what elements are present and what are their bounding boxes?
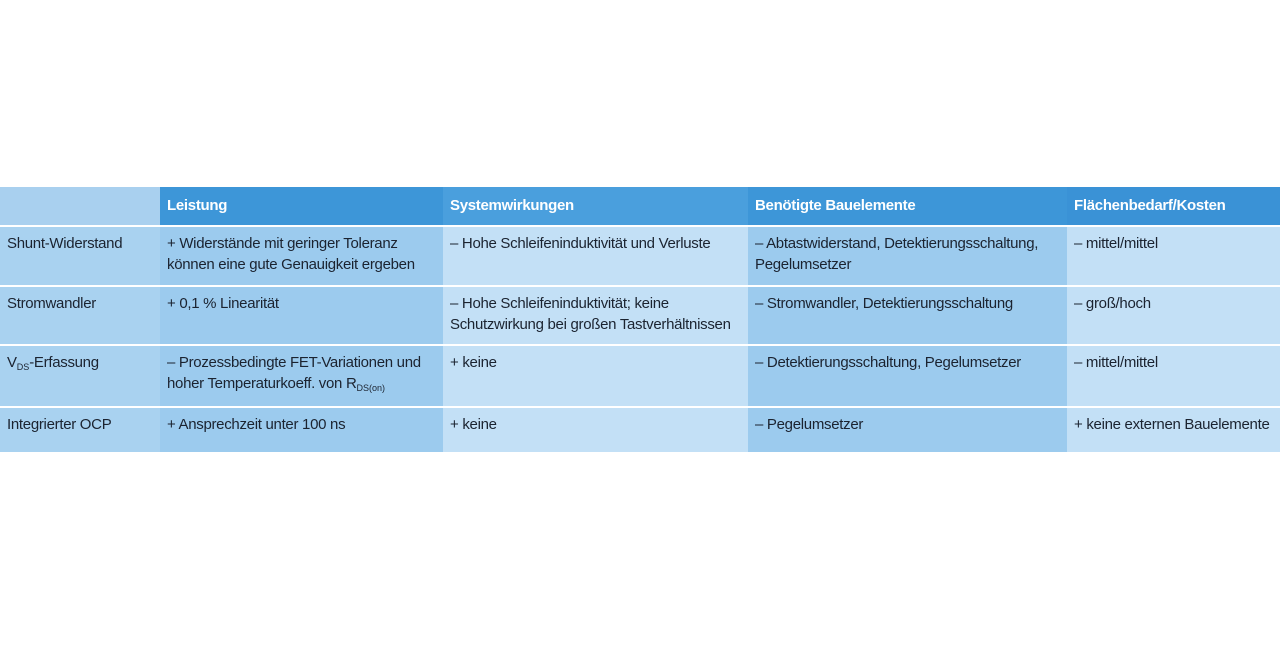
cell-line: + Ansprechzeit unter 100 ns: [167, 416, 346, 433]
cell-leistung: [160, 346, 443, 408]
cell-line: + 0,1 % Linearität: [167, 295, 279, 312]
comparison-table: [0, 187, 1280, 454]
label-prefix: V: [7, 354, 17, 371]
cell-leistung: [160, 227, 443, 287]
cell-systemwirkungen: [443, 287, 748, 346]
cell-line: können eine gute Genauigkeit ergeben: [167, 256, 415, 273]
cell-leistung: [160, 287, 443, 346]
cell-line: [167, 373, 437, 399]
cell-line: – Abtastwiderstand, Detektierungsschaltung,: [755, 235, 1039, 252]
cell-kosten: + keine externen Bauelemente: [1067, 408, 1280, 454]
cell-systemwirkungen: [443, 227, 748, 287]
header-leistung: Leistung: [160, 187, 443, 227]
row-label-shunt-widerstand: Shunt-Widerstand: [0, 227, 160, 287]
cell-kosten: – mittel/mittel: [1067, 346, 1280, 408]
label-subscript: DS: [16, 362, 30, 372]
cell-line: – Detektierungsschaltung, Pegelumsetzer: [755, 354, 1021, 371]
cell-bauelemente: [748, 287, 1067, 346]
cell-bauelemente: [748, 227, 1067, 287]
table-row: [0, 287, 1280, 346]
cell-line-subscript: DS(on): [356, 383, 386, 393]
cell-line: – Prozessbedingte FET-Variationen und: [167, 354, 421, 371]
row-label-stromwandler: Stromwandler: [0, 287, 160, 346]
cell-kosten: – groß/hoch: [1067, 287, 1280, 346]
cell-bauelemente: [748, 408, 1067, 454]
cell-line: Pegelumsetzer: [755, 256, 852, 273]
cell-systemwirkungen: [443, 346, 748, 408]
header-row: [0, 187, 1280, 227]
cell-line: + Widerstände mit geringer Toleranz: [167, 235, 398, 252]
cell-line-prefix: hoher Temperaturkoeff. von R: [167, 375, 357, 392]
cell-line: + keine: [450, 416, 497, 433]
row-label-vds-erfassung: [0, 346, 160, 408]
header-bauelemente: Benötigte Bauelemente: [748, 187, 1067, 227]
table-row: [0, 408, 1280, 454]
cell-line: – Hohe Schleifeninduktivität und Verluste: [450, 235, 711, 252]
cell-line: – Pegelumsetzer: [755, 416, 864, 433]
table-row: [0, 227, 1280, 287]
header-systemwirkungen: Systemwirkungen: [443, 187, 748, 227]
cell-kosten: – mittel/mittel: [1067, 227, 1280, 287]
header-corner: [0, 187, 160, 227]
cell-line: + keine: [450, 354, 497, 371]
cell-line: Schutzwirkung bei großen Tastverhältnissen: [450, 316, 731, 333]
cell-line: – Hohe Schleifeninduktivität; keine: [450, 295, 669, 312]
header-kosten: Flächenbedarf/Kosten: [1067, 187, 1280, 227]
cell-leistung: [160, 408, 443, 454]
label-suffix: -Erfassung: [29, 354, 99, 371]
cell-systemwirkungen: [443, 408, 748, 454]
table-row: [0, 346, 1280, 408]
cell-bauelemente: [748, 346, 1067, 408]
cell-line: – Stromwandler, Detektierungsschaltung: [755, 295, 1013, 312]
row-label-integrierter-ocp: Integrierter OCP: [0, 408, 160, 454]
